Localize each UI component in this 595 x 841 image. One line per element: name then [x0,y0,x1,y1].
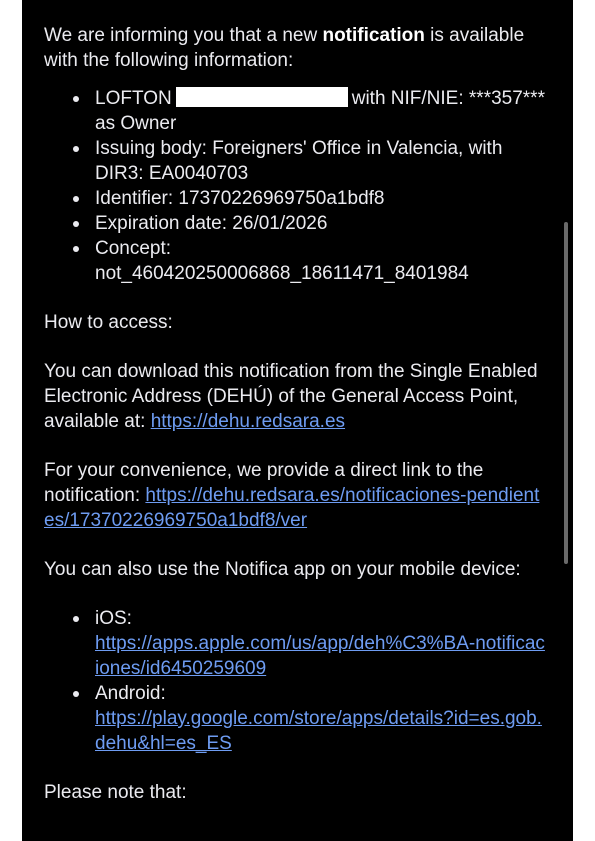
app-item-ios [95,606,549,681]
intro-bold-word: notification [322,25,425,46]
convenience-text: For your convenience, we provide a direct link to the notification: [44,460,484,506]
convenience-paragraph [44,458,549,533]
app-links-list [44,606,549,756]
download-text: You can download this notification from the Single Enabled Electronic Address (DEHÚ) of the General Access Point, available at: [44,361,538,432]
app-paragraph: You can also use the Notifica app on your mobile device: [44,559,521,580]
intro-text-end: is available with the following information: [44,25,525,71]
how-to-access-heading: How to access: [44,312,173,333]
note-paragraph: Please note that: [44,782,187,803]
ios-label: iOS: [95,608,132,629]
android-app-link[interactable]: https://play.google.com/store/apps/details?id=es.gob.dehu&hl=es_ES [95,708,542,754]
email-body[interactable] [22,0,573,841]
ios-app-link[interactable]: https://apps.apple.com/us/app/deh%C3%BA-notificaciones/id6450259609 [95,633,545,679]
android-label: Android: [95,683,166,704]
intro-paragraph [44,23,549,73]
detail-owner [95,86,549,136]
owner-nif: with NIF/NIE: ***357*** as Owner [95,88,545,134]
direct-notification-link[interactable]: https://dehu.redsara.es/notificaciones-pendientes/17370226969750a1bdf8/ver [44,485,540,531]
detail-concept: Concept: not_460420250006868_18611471_8401984 [95,236,549,286]
detail-expiration: Expiration date: 26/01/2026 [95,211,549,236]
notification-details-list [44,86,549,286]
dehu-link[interactable]: https://dehu.redsara.es [150,411,346,432]
download-paragraph [44,359,549,434]
vertical-scrollbar[interactable] [564,222,568,564]
detail-issuing-body: Issuing body: Foreigners' Office in Valencia, with DIR3: EA0040703 [95,136,549,186]
owner-name: LOFTON [95,88,172,109]
app-item-android [95,681,549,756]
detail-identifier: Identifier: 17370226969750a1bdf8 [95,186,549,211]
redaction-block [176,87,348,107]
intro-text-start: We are informing you that a new [44,25,323,46]
